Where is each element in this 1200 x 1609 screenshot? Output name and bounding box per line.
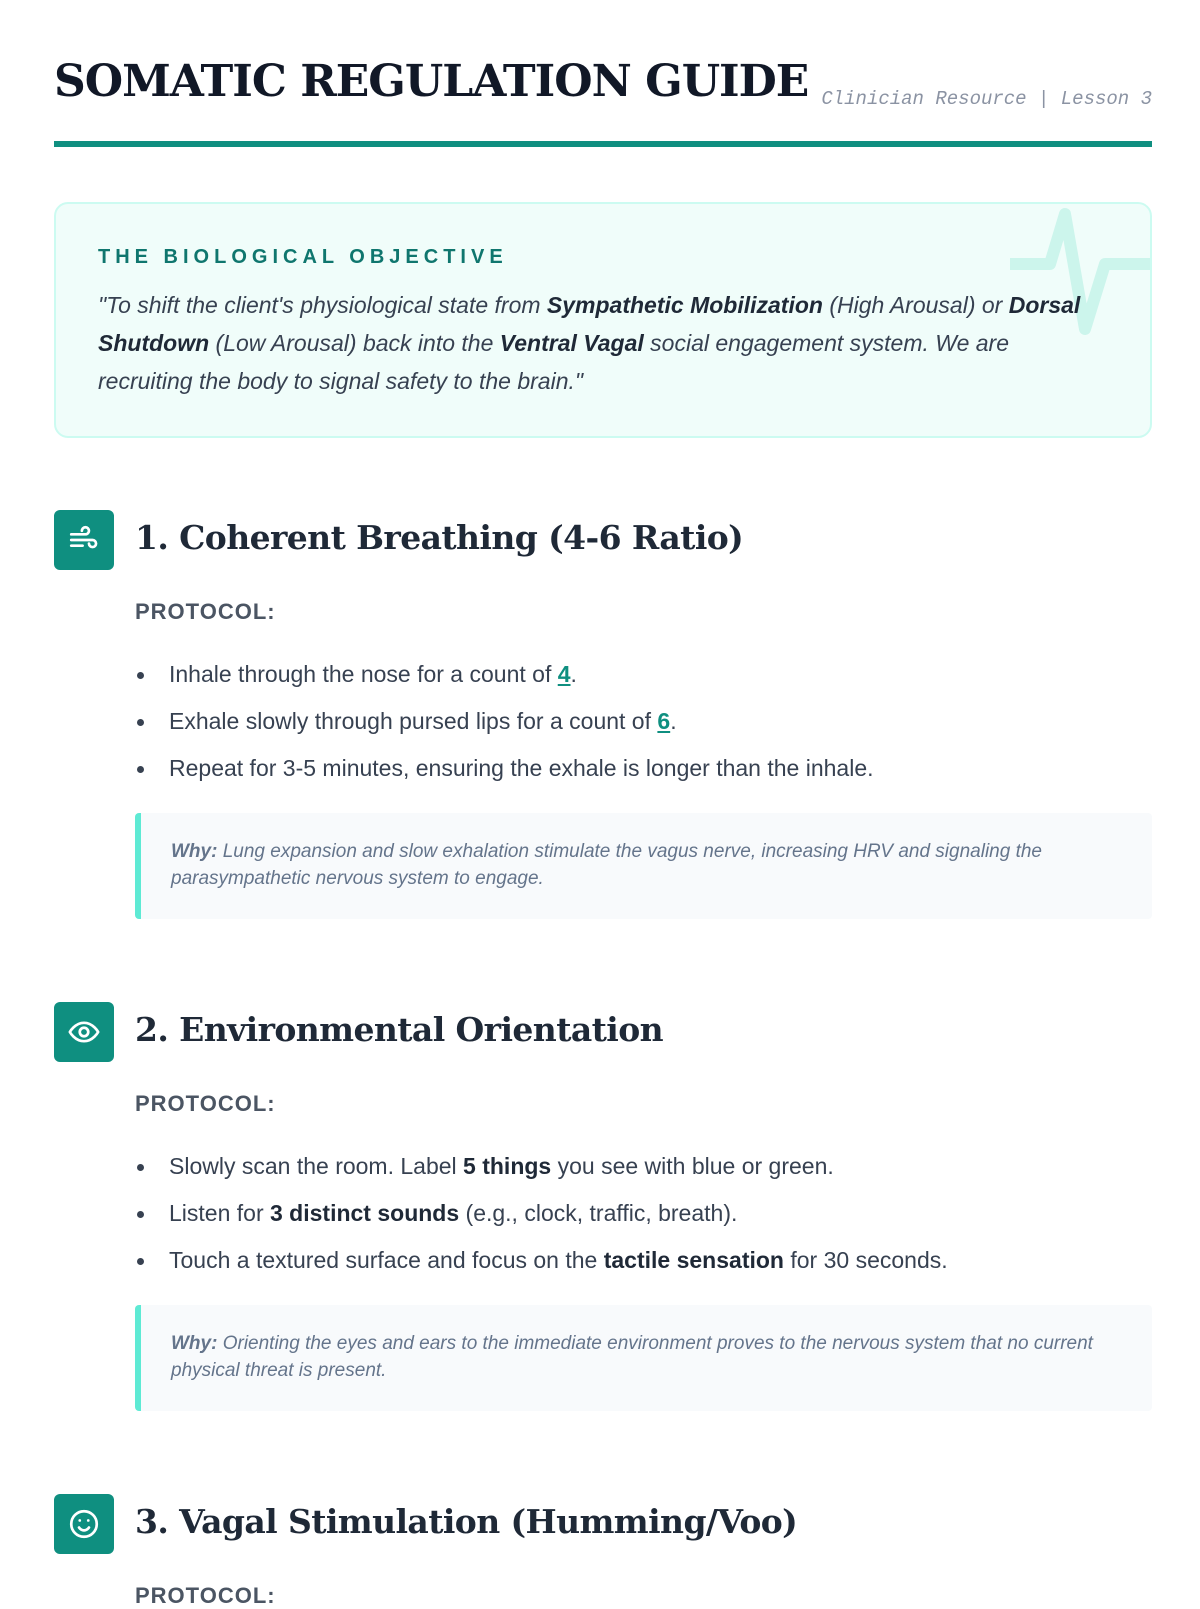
why-text: Lung expansion and slow exhalation stimulate the vagus nerve, increasing HRV and signaling the parasympathetic nervous system to engage. [171,841,1042,889]
list-item: Listen for 3 distinct sounds (e.g., clock, traffic, breath). [135,1190,1145,1237]
protocol-label: PROTOCOL: [135,1583,276,1608]
section-title: 1. Coherent Breathing (4-6 Ratio) [135,518,744,557]
protocol-steps [135,1143,1145,1284]
eye-icon [54,1002,114,1062]
page-title: SOMATIC REGULATION GUIDE [54,56,809,107]
count-link[interactable]: 6 [657,708,671,734]
page-meta: Clinician Resource | Lesson 3 [821,88,1152,110]
quote-term-dorsal: Dorsal Shutdown [98,292,1081,356]
header [54,56,1152,116]
section-title: 3. Vagal Stimulation (Humming/Voo) [135,1502,798,1541]
list-item: Exhale slowly through pursed lips for a count of 6. [135,698,1145,745]
quote-term-sympathetic: Sympathetic Mobilization [546,292,823,318]
section-title: 2. Environmental Orientation [135,1010,664,1049]
protocol-label: PROTOCOL: [135,1091,276,1116]
why-label: Why: [171,841,218,862]
list-item: Inhale through the nose for a count of 4. [135,651,1145,698]
objective-quote: "To shift the client's physiological state from Sympathetic Mobilization (High Arousal) or Dorsal Shutdown (Low Arousal) back into the Ventral Vagal social engagement system. We are recruiting the body to signal safety to the brain." [98,292,1081,394]
why-note [135,1305,1152,1411]
protocol-steps [135,651,1145,792]
list-item: Slowly scan the room. Label 5 things you see with blue or green. [135,1143,1145,1190]
why-note [135,813,1152,919]
why-text: Orienting the eyes and ears to the immediate environment proves to the nervous system that no current physical threat is present. [171,1333,1093,1381]
wind-icon [54,510,114,570]
header-divider [54,141,1152,147]
objective-label: THE BIOLOGICAL OBJECTIVE [98,246,508,268]
list-item: Touch a textured surface and focus on the tactile sensation for 30 seconds. [135,1237,1145,1284]
smile-icon [54,1494,114,1554]
count-link[interactable]: 4 [557,661,571,687]
list-item: Repeat for 3-5 minutes, ensuring the exhale is longer than the inhale. [135,745,1145,792]
objective-box [54,202,1152,438]
quote-term-ventral: Ventral Vagal [499,330,644,356]
why-label: Why: [171,1333,218,1354]
protocol-label: PROTOCOL: [135,599,276,624]
